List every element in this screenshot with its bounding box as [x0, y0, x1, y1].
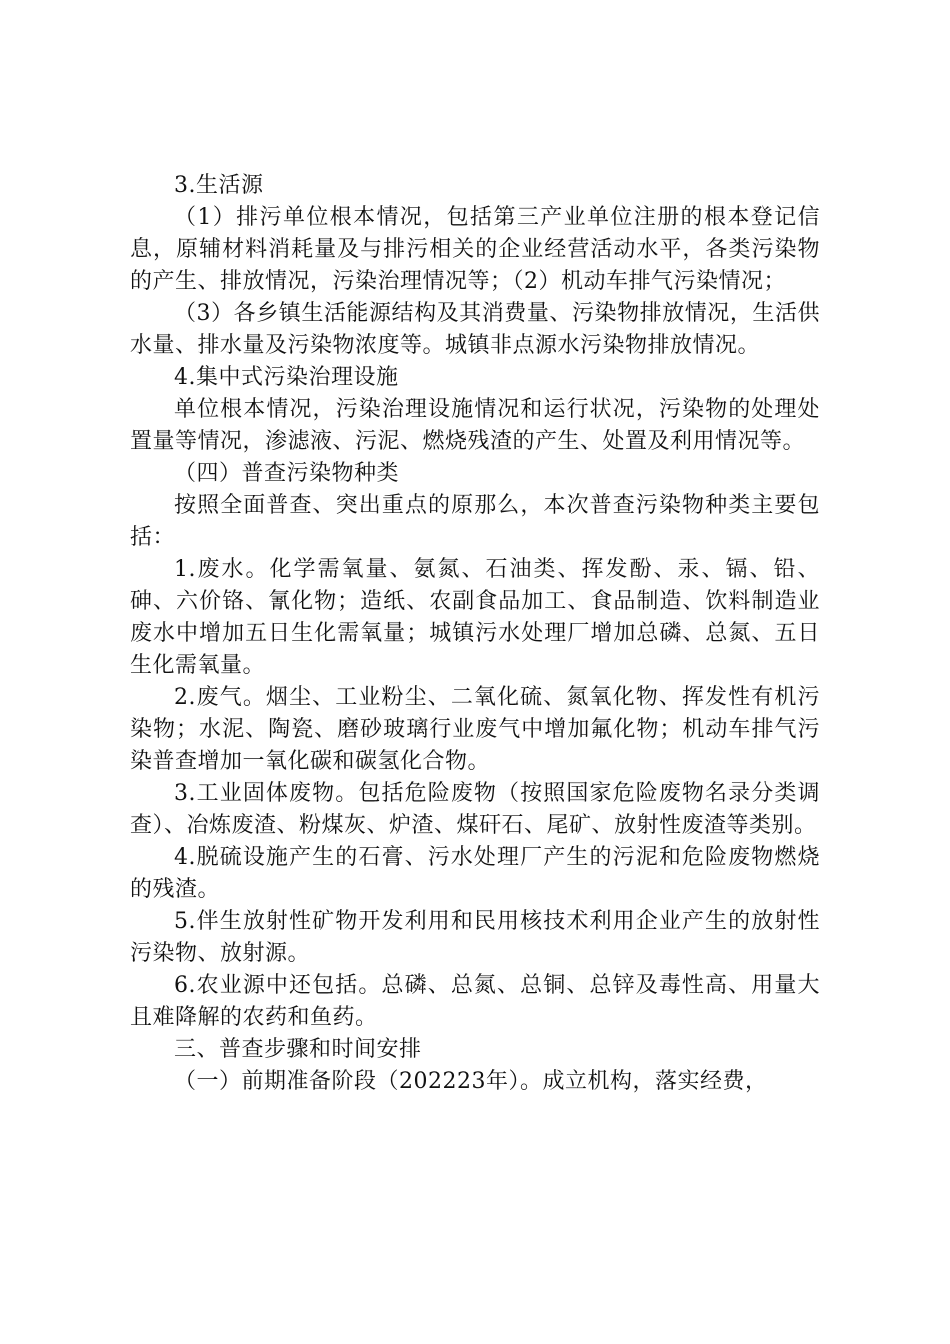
document-body [130, 170, 820, 1098]
paragraph-agricultural: 6.农业源中还包括。总磷、总氮、总铜、总锌及毒性高、用量大且难降解的农药和鱼药。 [130, 973, 820, 1030]
paragraph-solid-waste: 3.工业固体废物。包括危险废物（按照国家危险废物名录分类调查）、冶炼废渣、粉煤灰、炉渣、煤矸石、尾矿、放射性废渣等类别。 [130, 781, 820, 838]
paragraph-facility-status: 单位根本情况，污染治理设施情况和运行状况，污染物的处理处置量等情况，渗滤液、污泥、燃烧残渣的产生、处置及利用情况等。 [130, 397, 820, 454]
paragraph-preparation-stage: （一）前期准备阶段（202223年）。成立机构，落实经费， [174, 1069, 768, 1094]
paragraph-domestic-units: （1）排污单位根本情况，包括第三产业单位注册的根本登记信息，原辅材料消耗量及与排污相关的企业经营活动水平，各类污染物的产生、排放情况，污染治理情况等；（2）机动车排气污染情况； [130, 205, 820, 294]
paragraph-waste-gas: 2.废气。烟尘、工业粉尘、二氧化硫、氮氧化物、挥发性有机污染物；水泥、陶瓷、磨砂玻璃行业废气中增加氟化物；机动车排气污染普查增加一氧化碳和碳氢化合物。 [130, 685, 820, 774]
heading-steps-schedule: 三、普查步骤和时间安排 [174, 1037, 422, 1062]
heading-centralized-facilities: 4.集中式污染治理设施 [174, 365, 399, 390]
heading-pollutant-types: （四）普查污染物种类 [174, 461, 400, 486]
heading-domestic-source: 3.生活源 [174, 173, 264, 198]
paragraph-wastewater: 1.废水。化学需氧量、氨氮、石油类、挥发酚、汞、镉、铅、砷、六价铬、氰化物；造纸、农副食品加工、食品制造、饮料制造业废水中增加五日生化需氧量；城镇污水处理厂增加总磷、总氮、五日生化需氧量。 [130, 557, 820, 678]
paragraph-pollutant-principle: 按照全面普查、突出重点的原那么，本次普查污染物种类主要包括： [130, 493, 820, 550]
paragraph-township-energy: （3）各乡镇生活能源结构及其消费量、污染物排放情况，生活供水量、排水量及污染物浓度等。城镇非点源水污染物排放情况。 [130, 301, 820, 358]
paragraph-gypsum-sludge: 4.脱硫设施产生的石膏、污水处理厂产生的污泥和危险废物燃烧的残渣。 [130, 845, 820, 902]
paragraph-radioactive: 5.伴生放射性矿物开发利用和民用核技术利用企业产生的放射性污染物、放射源。 [130, 909, 820, 966]
